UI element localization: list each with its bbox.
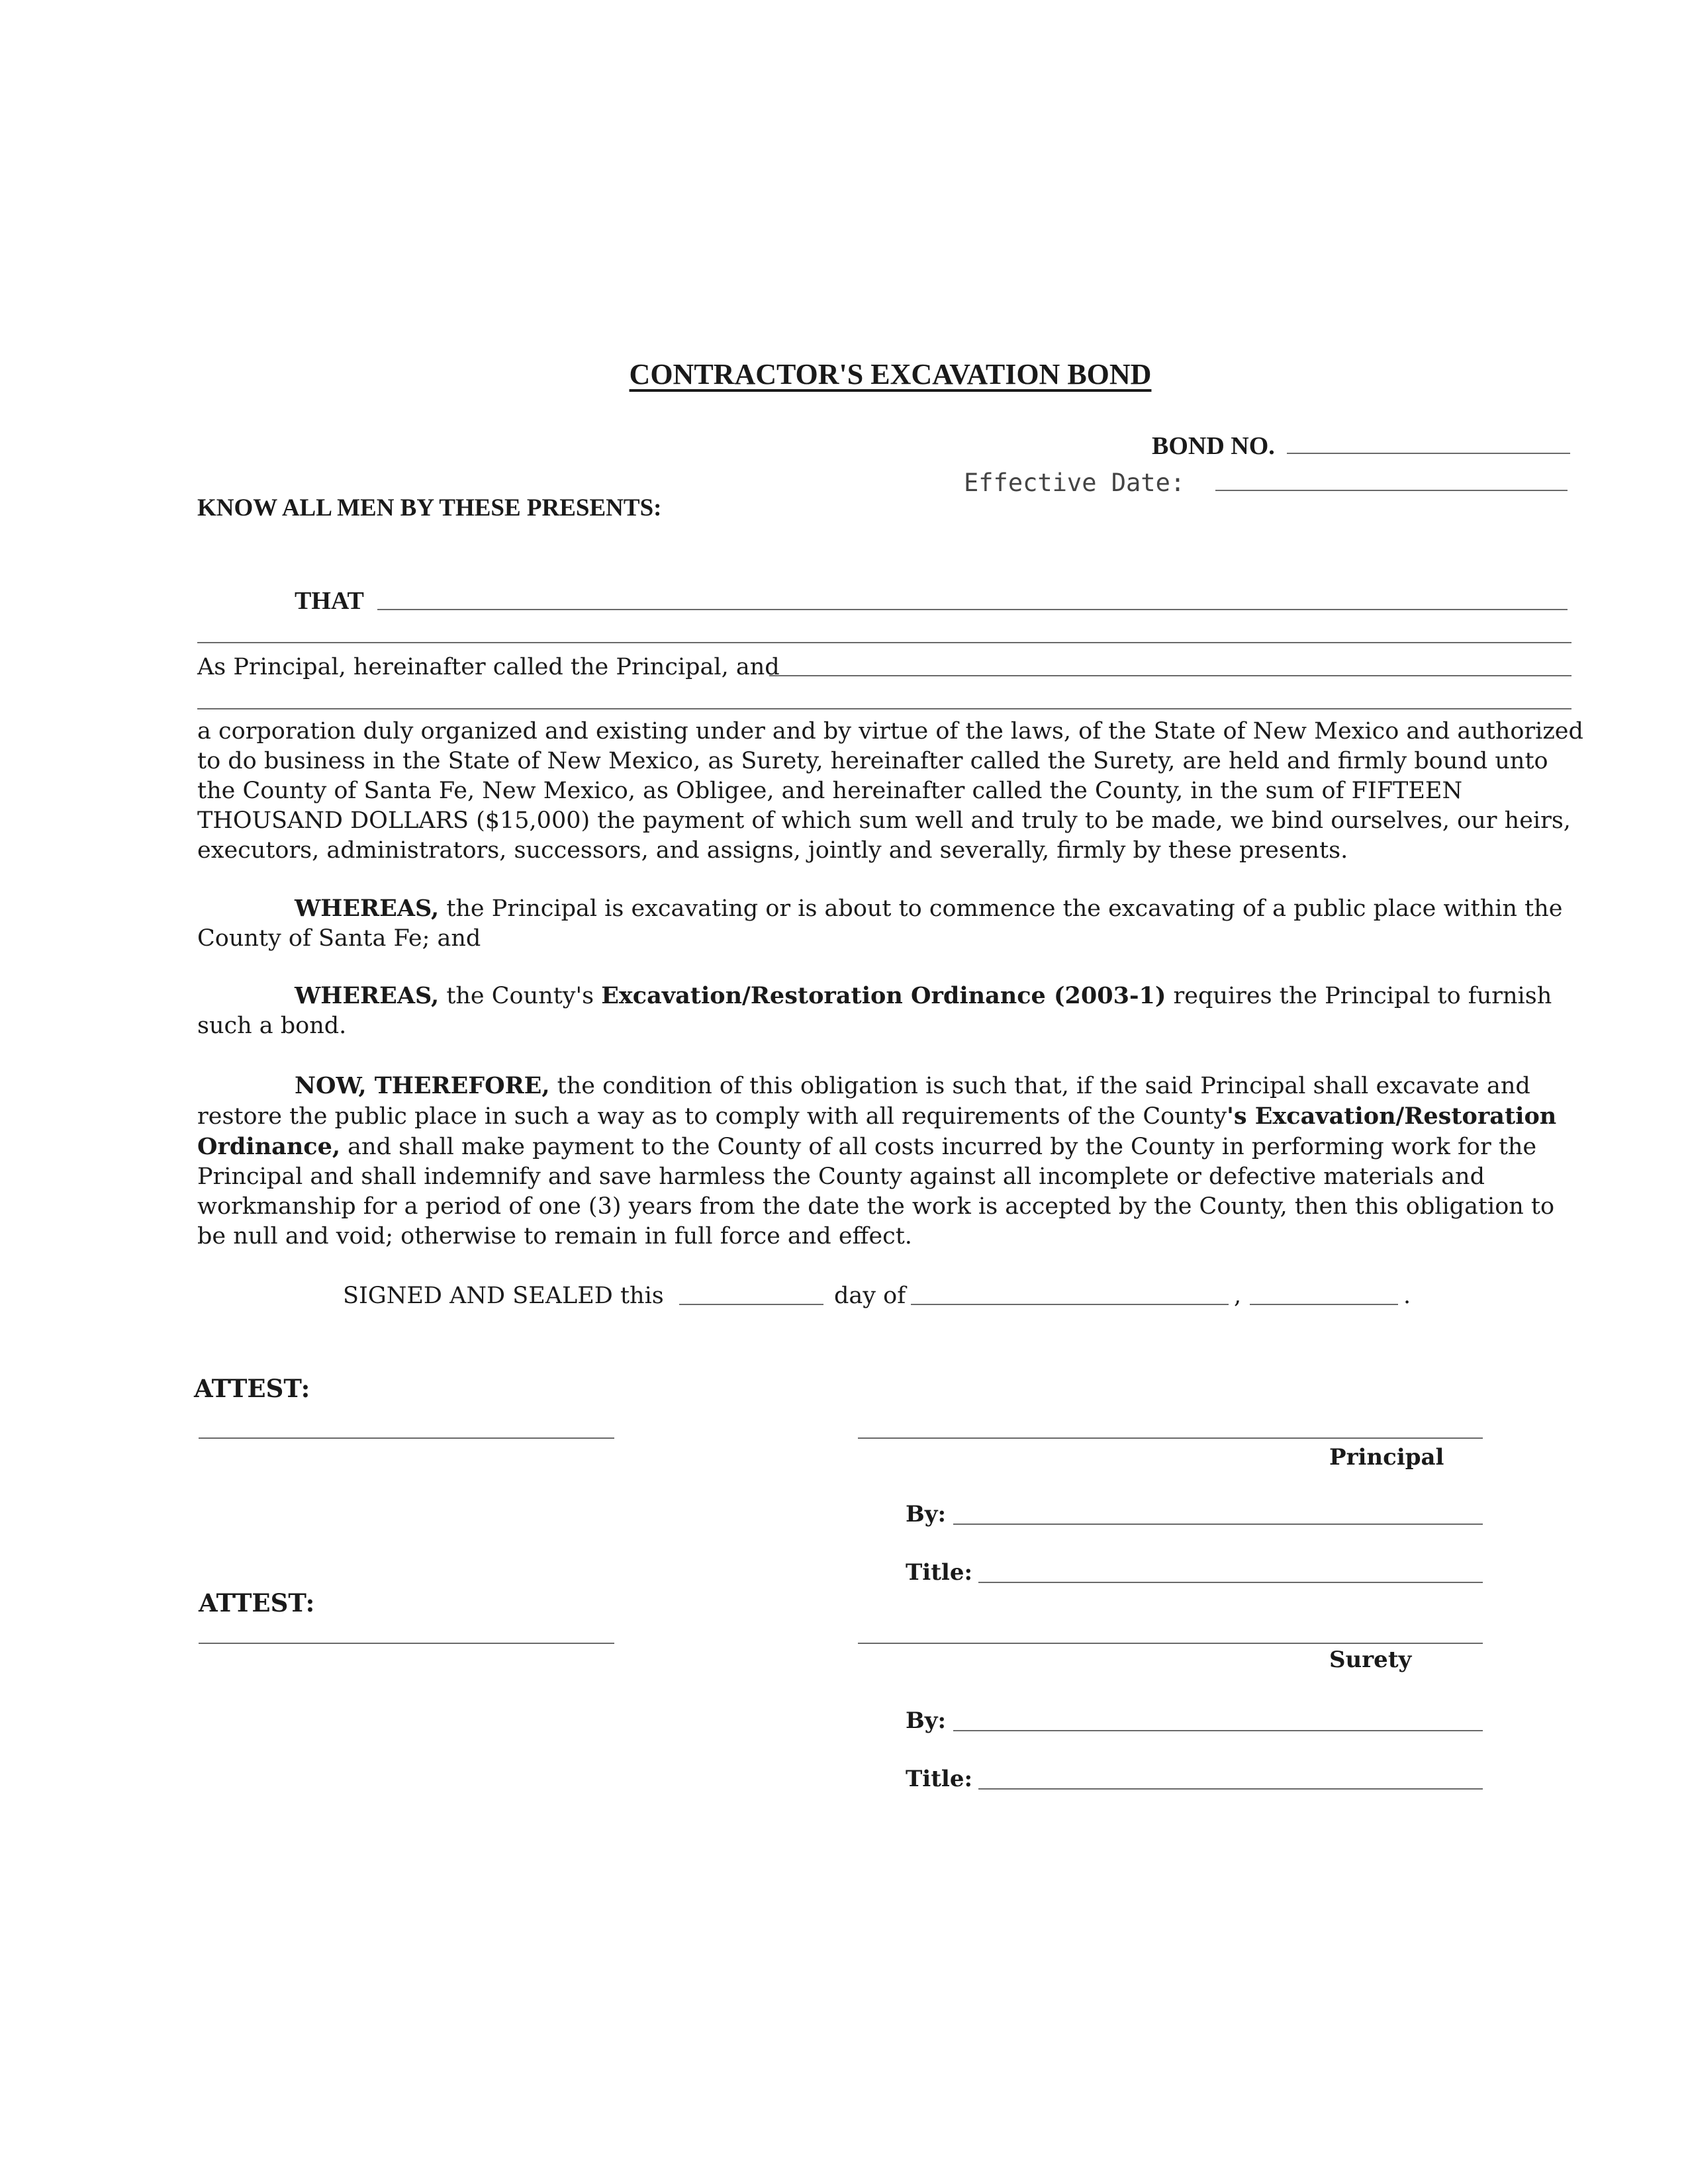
principal-name-field[interactable]	[377, 609, 1568, 610]
know-all-men-heading: KNOW ALL MEN BY THESE PRESENTS:	[197, 494, 662, 522]
comma-text: ,	[1234, 1283, 1242, 1309]
effective-date-field[interactable]	[1215, 490, 1568, 491]
principal-line-text: As Principal, hereinafter called the Principal, and	[197, 654, 780, 680]
principal-label: Principal	[1329, 1444, 1444, 1471]
whereas-2-text-2: requires the Principal to furnish such a bond.	[197, 983, 1552, 1039]
whereas-2-lead: WHEREAS,	[295, 982, 440, 1009]
surety-name-field[interactable]	[769, 675, 1571, 676]
surety-name-field-line2[interactable]	[197, 708, 1571, 709]
now-therefore-text-1: the condition of this obligation is such that, if the said Principal shall excavate and restore the public place in such a way as to comply with all requirements of the County	[197, 1073, 1530, 1130]
attest-signature-field-1[interactable]	[199, 1437, 614, 1439]
ordinance-reference-2: 's Excavation/Restoration Ordinance,	[197, 1103, 1557, 1160]
signed-year-field[interactable]	[1250, 1304, 1398, 1305]
whereas-1-text: the Principal is excavating or is about to commence the excavating of a public place within the County of Santa Fe; and	[197, 895, 1563, 952]
title-label-2: Title:	[906, 1766, 973, 1792]
signed-sealed-text: SIGNED AND SEALED this	[343, 1283, 664, 1309]
bond-body-paragraph: a corporation duly organized and existing under and by virtue of the laws, of the State of New Mexico and authorized to do business in the State of New Mexico, as Surety, hereinafter called the Surety, are held and firmly bound unto the County of Santa Fe, New Mexico, as Obligee, and hereinafter called the County, in the sum of FIFTEEN THOUSAND DOLLARS ($15,000) the payment of which sum well and truly to be made, we bind ourselves, our heirs, executors, administrators, successors, and assigns, jointly and severally, firmly by these presents.	[197, 718, 1583, 864]
period-text: .	[1403, 1283, 1411, 1309]
surety-by-field[interactable]	[953, 1730, 1483, 1731]
signed-month-field[interactable]	[911, 1304, 1229, 1305]
whereas-paragraph-1	[197, 893, 1589, 954]
principal-title-field[interactable]	[978, 1582, 1483, 1583]
attest-signature-field-2[interactable]	[199, 1643, 614, 1644]
day-of-text: day of	[834, 1283, 906, 1309]
now-therefore-text-2: and shall make payment to the County of all costs incurred by the County in performing work for the Principal and shall indemnify and save harmless the County against all incomplete or defective materials and workmanship for a period of one (3) years from the date the work is accepted by the County, then this obligation to be null and void; otherwise to remain in full force and effect.	[197, 1134, 1555, 1250]
surety-signature-field[interactable]	[858, 1643, 1483, 1644]
bond-no-field[interactable]	[1287, 453, 1570, 454]
principal-signature-field[interactable]	[858, 1437, 1483, 1439]
now-therefore-paragraph	[197, 1071, 1589, 1251]
that-label: THAT	[295, 587, 364, 615]
surety-label: Surety	[1329, 1647, 1412, 1673]
principal-name-field-line2[interactable]	[197, 642, 1571, 643]
by-label-2: By:	[906, 1707, 947, 1734]
whereas-2-text-1: the County's	[439, 983, 602, 1009]
attest-label-2: ATTEST:	[199, 1588, 315, 1617]
now-therefore-lead: NOW, THEREFORE,	[295, 1072, 550, 1099]
surety-title-field[interactable]	[978, 1788, 1483, 1790]
document-title: CONTRACTOR'S EXCAVATION BOND	[629, 358, 1152, 390]
effective-date-label: Effective Date:	[964, 469, 1186, 497]
whereas-1-lead: WHEREAS,	[295, 895, 440, 922]
whereas-paragraph-2	[197, 981, 1589, 1041]
attest-label-1: ATTEST:	[194, 1374, 310, 1403]
title-label-1: Title:	[906, 1559, 973, 1586]
bond-no-label: BOND NO.	[1152, 432, 1275, 460]
principal-by-field[interactable]	[953, 1524, 1483, 1525]
ordinance-reference: Excavation/Restoration Ordinance (2003-1)	[601, 982, 1166, 1009]
signed-day-field[interactable]	[679, 1304, 823, 1305]
by-label-1: By:	[906, 1501, 947, 1527]
